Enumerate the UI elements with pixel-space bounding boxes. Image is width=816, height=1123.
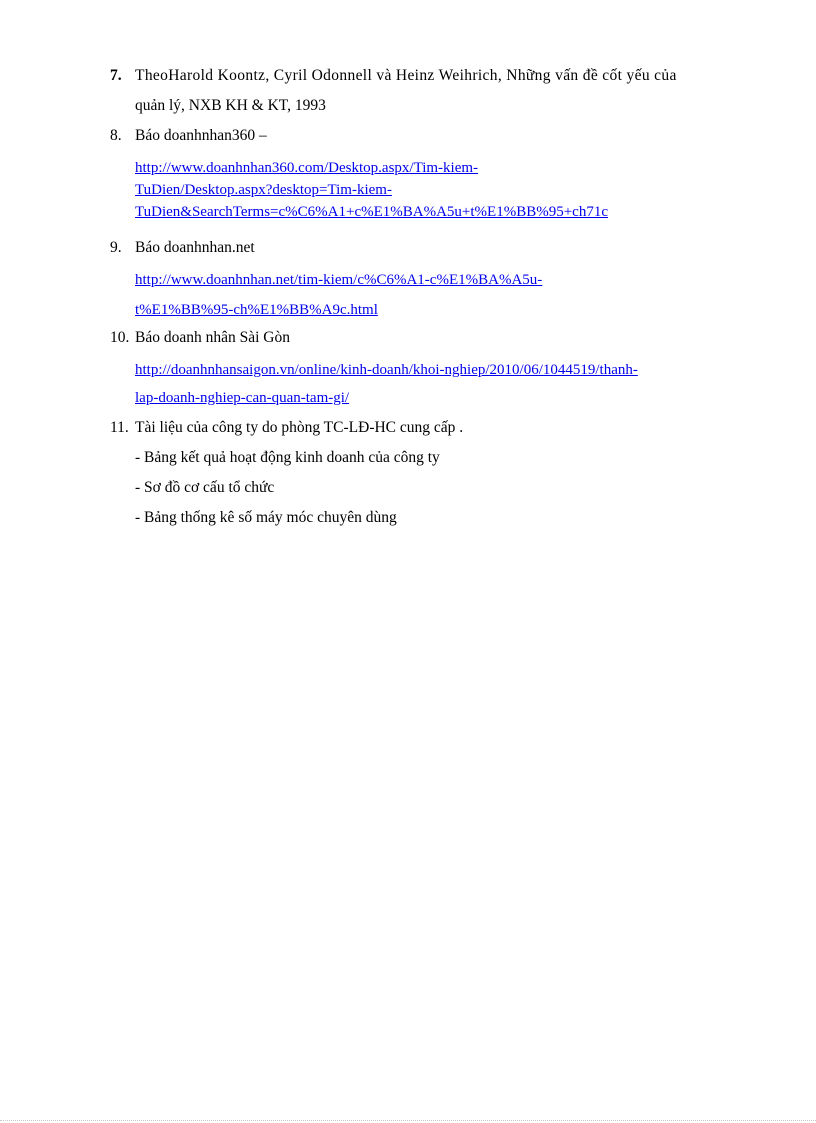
reference-title: Báo doanhnhan.net — [135, 239, 255, 256]
page-bottom-border — [0, 1120, 816, 1121]
reference-number: 11. — [110, 419, 129, 436]
reference-text: TheoHarold Koontz, Cyril Odonnell và Heinz Weihrich, Những vấn đề cốt yếu của — [135, 67, 677, 84]
reference-number: 8. — [110, 127, 122, 144]
reference-number: 7. — [110, 67, 122, 84]
reference-title: Báo doanhnhan360 – — [135, 127, 267, 144]
list-item: - Sơ đồ cơ cấu tổ chức — [135, 479, 275, 496]
reference-link[interactable]: t%E1%BB%95-ch%E1%BB%A9c.html — [135, 302, 378, 318]
reference-number: 10. — [110, 329, 130, 346]
reference-title: Báo doanh nhân Sài Gòn — [135, 329, 290, 346]
reference-title: Tài liệu của công ty do phòng TC-LĐ-HC cung cấp . — [135, 419, 464, 436]
reference-link[interactable]: http://doanhnhansaigon.vn/online/kinh-doanh/khoi-nghiep/2010/06/1044519/thanh- — [135, 362, 638, 378]
reference-link[interactable]: TuDien/Desktop.aspx?desktop=Tim-kiem- — [135, 182, 392, 198]
reference-link[interactable]: lap-doanh-nghiep-can-quan-tam-gi/ — [135, 390, 350, 406]
list-item: - Bảng thống kê số máy móc chuyên dùng — [135, 509, 397, 526]
reference-text: quản lý, NXB KH & KT, 1993 — [135, 97, 326, 114]
reference-link[interactable]: TuDien&SearchTerms=c%C6%A1+c%E1%BA%A5u+t%E1%BB%95+ch71c — [135, 204, 608, 220]
list-item: - Bảng kết quả hoạt động kinh doanh của công ty — [135, 449, 440, 466]
reference-number: 9. — [110, 239, 122, 256]
reference-link[interactable]: http://www.doanhnhan360.com/Desktop.aspx/Tim-kiem- — [135, 160, 479, 176]
reference-link[interactable]: http://www.doanhnhan.net/tim-kiem/c%C6%A1-c%E1%BA%A5u- — [135, 272, 543, 288]
